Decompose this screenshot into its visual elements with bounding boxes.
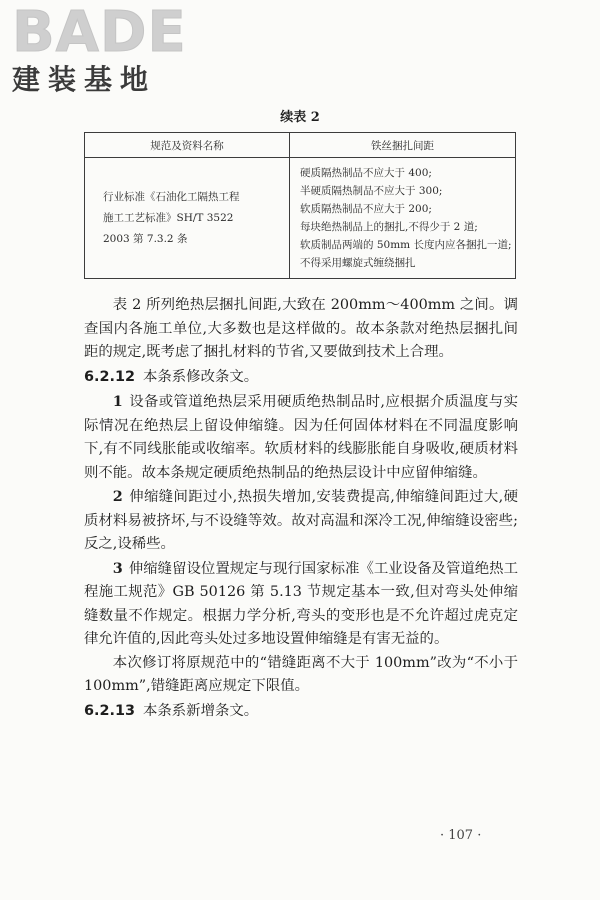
body-text (84, 294, 518, 724)
revision-note-paragraph: 本次修订将原规范中的“错缝距离不大于 100mm”改为“不小于 100mm”,错缝距离应规定下限值。 (84, 654, 518, 694)
item-3-paragraph (84, 557, 518, 652)
item-number: 2 (112, 488, 123, 505)
table-header-name: 规范及资料名称 (85, 133, 290, 158)
standard-line: 2003 第 7.3.2 条 (103, 232, 188, 245)
item-2-paragraph (84, 485, 518, 557)
logo-subtitle: 建装基地 (12, 63, 157, 96)
item-text: 伸缩缝留设位置规定与现行国家标准《工业设备及管道绝热工程施工规范》GB 50126 第 5.13 节规定基本一致,但对弯头处伸缩缝数量不作规定。根据力学分析,弯头的变形也是不允许超过虎克定律允许值的,因此弯头处过多地设置伸缩缝是有害无益的。 (84, 560, 518, 647)
table-cell-standard (85, 158, 290, 279)
section-text: 本条系修改条文。 (143, 368, 259, 385)
section-6-2-13 (84, 700, 518, 724)
table-header-value: 铁丝捆扎间距 (290, 133, 516, 158)
spec-table (84, 132, 516, 279)
spacing-line: 硬质隔热制品不应大于 400; (300, 167, 432, 179)
item-1-paragraph (84, 390, 518, 485)
section-number: 6.2.12 (84, 368, 135, 385)
standard-line: 行业标准《石油化工隔热工程 (103, 190, 240, 203)
table-header-row (85, 133, 516, 158)
spacing-line: 软质隔热制品不应大于 200; (300, 203, 432, 215)
item-text: 设备或管道绝热层采用硬质绝热制品时,应根据介质温度与实际情况在绝热层上留设伸缩缝。因为任何固体材料在不同温度影响下,有不同线胀能或收缩率。软质材料的线膨胀能自身吸收,硬质材料则不能。故本条规定硬质绝热制品的绝热层设计中应留伸缩缝。 (84, 394, 518, 481)
page-number: · 107 · (440, 828, 482, 843)
spacing-line: 每块绝热制品上的捆扎,不得少于 2 道; (300, 221, 478, 233)
item-number: 1 (112, 393, 123, 410)
item-text: 伸缩缝间距过小,热损失增加,安装费提高,伸缩缝间距过大,硬质材料易被挤坏,与不设缝等效。故对高温和深冷工况,伸缩缝设密些;反之,设稀些。 (84, 489, 518, 552)
table-row (85, 158, 516, 279)
item-number: 3 (112, 559, 123, 577)
intro-paragraph: 表 2 所列绝热层捆扎间距,大致在 200mm～400mm 之间。调查国内各施工单位,大多数也是这样做的。故本条款对绝热层捆扎间距的规定,既考虑了捆扎材料的节省,又要做到技术上合理。 (84, 297, 518, 360)
section-number: 6.2.13 (84, 702, 135, 719)
spacing-line: 不得采用螺旋式缠绕捆扎 (300, 257, 416, 269)
logo-wordmark: BADE (12, 0, 187, 65)
section-6-2-12 (84, 366, 518, 390)
logo (12, 0, 187, 100)
standard-line: 施工工艺标准》SH/T 3522 (103, 211, 234, 224)
spacing-line: 半硬质隔热制品不应大于 300; (300, 185, 443, 197)
table-cell-spacing (290, 158, 516, 279)
spacing-line: 软质制品两端的 50mm 长度内应各捆扎一道; (300, 239, 512, 251)
table-caption: 续表 2 (280, 110, 320, 125)
section-text: 本条系新增条文。 (143, 702, 259, 719)
